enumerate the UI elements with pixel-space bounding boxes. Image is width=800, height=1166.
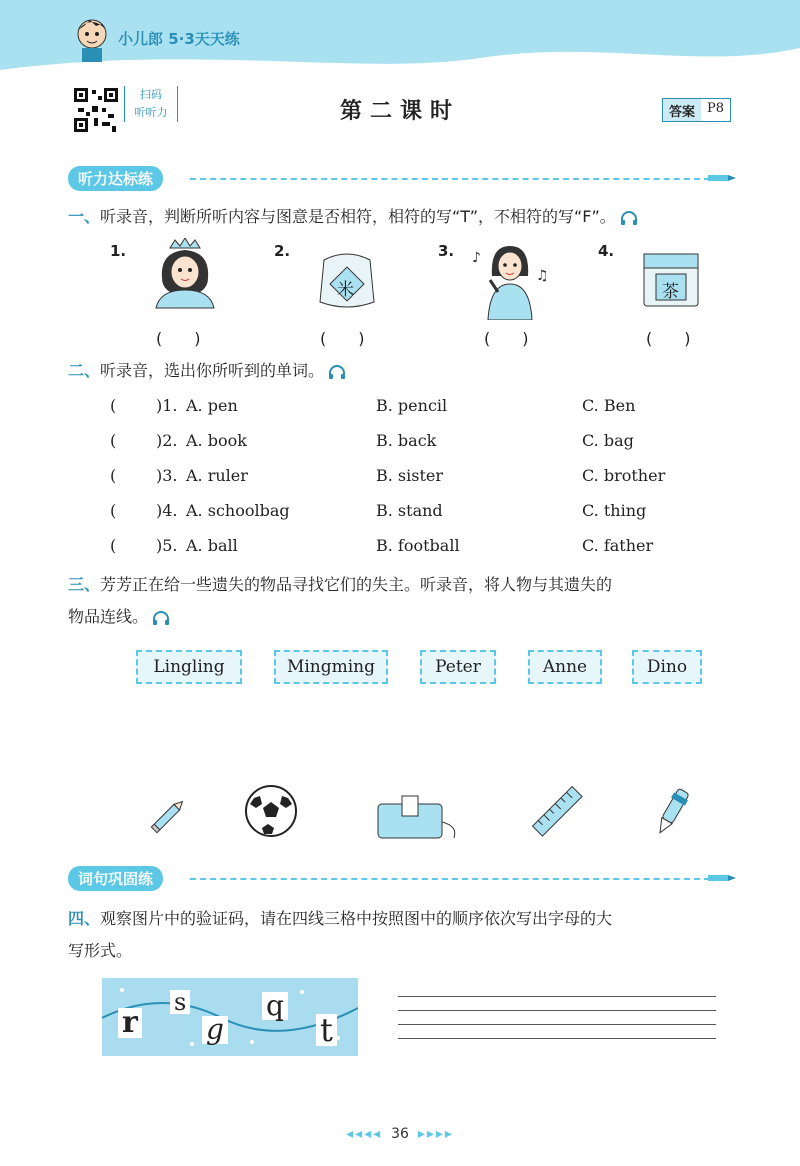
option-a[interactable]: A. book <box>186 431 247 450</box>
divider <box>190 878 710 880</box>
option-number: )1. <box>156 396 178 415</box>
section-title-vocab: 词句巩固练 <box>68 866 163 891</box>
answer-paren[interactable]: ( ) <box>156 329 201 348</box>
page-number <box>0 1126 800 1142</box>
picture-label: 4. <box>598 242 615 260</box>
name-box-lingling[interactable]: Lingling <box>136 650 242 684</box>
page-arrows-left: ◂◂◂◂ <box>346 1126 383 1142</box>
option-a[interactable]: A. ruler <box>186 466 248 485</box>
tea-char: 茶 <box>662 282 679 302</box>
question-4-text-line2: 写形式。 <box>68 941 133 960</box>
scan-label-line1: 扫码 <box>140 88 162 101</box>
captcha-letter: g <box>202 1016 228 1044</box>
section-banner-vocab <box>68 866 163 890</box>
princess-icon <box>150 238 220 310</box>
answer-paren[interactable]: ( <box>110 466 117 485</box>
name-box-dino[interactable]: Dino <box>632 650 702 684</box>
question-2 <box>68 358 346 384</box>
option-c[interactable]: C. Ben <box>582 396 636 415</box>
captcha-letter: r <box>118 1008 142 1038</box>
option-number: )5. <box>156 536 178 555</box>
question-2-text: 听录音，选出你所听到的单词。 <box>100 361 325 380</box>
page-number-value: 36 <box>391 1126 409 1142</box>
picture-label: 2. <box>274 242 291 260</box>
football-icon[interactable] <box>244 784 298 838</box>
question-1-text: 听录音，判断所听内容与图意是否相符，相符的写“T”，不相符的写“F”。 <box>100 207 616 226</box>
option-a[interactable]: A. ball <box>186 536 238 555</box>
option-c[interactable]: C. thing <box>582 501 647 520</box>
picture-label: 1. <box>110 242 127 260</box>
option-number: )2. <box>156 431 178 450</box>
page-title: 第二课时 <box>339 99 460 124</box>
name-box-mingming[interactable]: Mingming <box>274 650 388 684</box>
option-b[interactable]: B. back <box>376 431 437 450</box>
captcha-letter: q <box>262 992 288 1020</box>
svg-text:♫: ♫ <box>536 268 549 284</box>
answer-paren[interactable]: ( <box>110 536 117 555</box>
brand-logo <box>72 14 240 62</box>
captcha-letter: t <box>316 1014 337 1046</box>
option-b[interactable]: B. sister <box>376 466 444 485</box>
answer-paren[interactable]: ( ) <box>646 329 691 348</box>
option-number: )4. <box>156 501 178 520</box>
question-4-text-line1: 观察图片中的验证码，请在四线三格中按照图中的顺序依次写出字母的大 <box>100 909 613 928</box>
headphones-icon[interactable] <box>328 364 346 380</box>
name-box-peter[interactable]: Peter <box>420 650 496 684</box>
question-4-number: 四、 <box>68 909 101 928</box>
svg-text:♪: ♪ <box>472 250 481 266</box>
pen-icon[interactable] <box>652 784 692 840</box>
pencil-deco-icon <box>708 874 736 882</box>
answer-paren[interactable]: ( ) <box>320 329 365 348</box>
question-1-number: 一、 <box>68 207 101 226</box>
answer-label: 答案 <box>663 99 701 121</box>
picture-label: 3. <box>438 242 455 260</box>
rice-bag-icon <box>316 248 378 310</box>
brand-text: 小儿郎 5·3天天练 <box>118 29 240 48</box>
scan-label-line2: 听听力 <box>134 106 168 119</box>
option-b[interactable]: B. football <box>376 536 460 555</box>
headphones-icon[interactable] <box>152 610 170 626</box>
rice-char: 米 <box>337 280 354 300</box>
tea-bag-icon <box>640 250 702 310</box>
option-b[interactable]: B. stand <box>376 501 443 520</box>
option-c[interactable]: C. bag <box>582 431 634 450</box>
question-1 <box>68 204 638 230</box>
question-2-number: 二、 <box>68 361 101 380</box>
answer-paren[interactable]: ( ) <box>484 329 529 348</box>
option-number: )3. <box>156 466 178 485</box>
ruler-icon[interactable] <box>530 784 586 840</box>
bag-icon[interactable] <box>374 792 460 842</box>
question-3-line2 <box>68 604 170 630</box>
question-3 <box>68 572 612 598</box>
answer-paren[interactable]: ( <box>110 396 117 415</box>
question-3-text-line1: 芳芳正在给一些遗失的物品寻找它们的失主。听录音，将人物与其遗失的 <box>100 575 613 594</box>
answer-paren[interactable]: ( <box>110 431 117 450</box>
option-c[interactable]: C. father <box>582 536 654 555</box>
section-title-listening: 听力达标练 <box>68 166 163 191</box>
boy-mascot-icon <box>72 14 112 62</box>
question-3-text-line2: 物品连线。 <box>68 607 149 626</box>
headphones-icon[interactable] <box>620 210 638 226</box>
question-4 <box>68 906 612 932</box>
four-line-writing-grid[interactable] <box>398 996 716 1042</box>
singing-girl-icon <box>462 240 558 320</box>
question-4-line2 <box>68 938 132 964</box>
divider <box>190 178 710 180</box>
pencil-deco-icon <box>708 174 736 182</box>
pencil-icon[interactable] <box>146 792 192 838</box>
section-banner-listening <box>68 166 163 190</box>
option-a[interactable]: A. schoolbag <box>186 501 290 520</box>
captcha-letter: s <box>170 990 190 1014</box>
answer-page: P8 <box>707 101 725 116</box>
option-b[interactable]: B. pencil <box>376 396 448 415</box>
answer-paren[interactable]: ( <box>110 501 117 520</box>
option-c[interactable]: C. brother <box>582 466 666 485</box>
answer-tag[interactable] <box>662 98 731 122</box>
question-3-number: 三、 <box>68 575 101 594</box>
name-box-anne[interactable]: Anne <box>528 650 602 684</box>
captcha-image <box>102 978 358 1056</box>
page-arrows-right: ▸▸▸▸ <box>417 1126 454 1142</box>
option-a[interactable]: A. pen <box>186 396 238 415</box>
